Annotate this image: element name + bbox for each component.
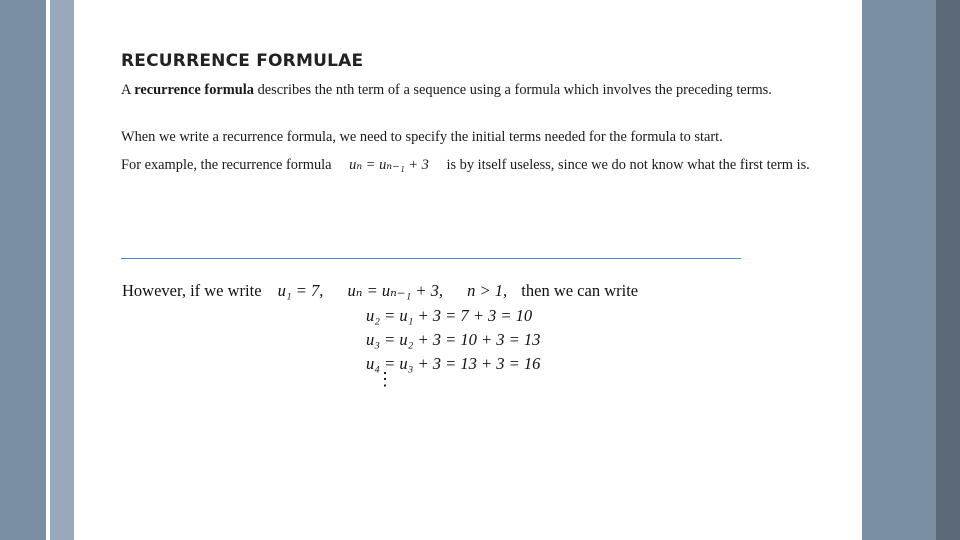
equation-line-u4: u₄ = u₃ + 3 = 13 + 3 = 16 bbox=[366, 354, 541, 373]
equation-line-u2: u₂ = u₁ + 3 = 7 + 3 = 10 bbox=[366, 306, 533, 325]
example-intro bbox=[122, 281, 638, 301]
index-condition: n > 1, bbox=[467, 281, 508, 300]
example-lead: However, if we write bbox=[122, 281, 262, 300]
definition-rest: describes the nth term of a sequence using a formula which involves the preceding terms. bbox=[257, 82, 772, 98]
definition-paragraph bbox=[121, 81, 811, 100]
example-paragraph bbox=[121, 156, 811, 175]
right-border-dark bbox=[936, 0, 960, 540]
example-text-after: is by itself useless, since we do not know what the first term is. bbox=[446, 157, 810, 173]
right-border-mid bbox=[862, 0, 936, 540]
slide-page bbox=[74, 0, 862, 540]
initial-terms-paragraph: When we write a recurrence formula, we need to specify the initial terms needed for the formula to start. bbox=[121, 129, 723, 145]
example-tail: then we can write bbox=[521, 281, 639, 300]
definition-lead: A bbox=[121, 82, 131, 98]
page-title: RECURRENCE FORMULAE bbox=[121, 51, 364, 71]
example-text-before: For example, the recurrence formula bbox=[121, 157, 332, 173]
left-border-light bbox=[50, 0, 74, 540]
equation-line-u3: u₃ = u₂ + 3 = 10 + 3 = 13 bbox=[366, 330, 541, 349]
divider-line bbox=[121, 258, 741, 259]
definition-term: recurrence formula bbox=[134, 82, 254, 98]
initial-condition: u₁ = 7, bbox=[277, 281, 324, 300]
recurrence-formula: uₙ = uₙ₋₁ + 3, bbox=[347, 281, 444, 300]
left-border-dark bbox=[0, 0, 46, 540]
inline-equation: uₙ = uₙ₋₁ + 3 bbox=[349, 157, 429, 173]
continuation-dots: ⋮ bbox=[376, 369, 394, 389]
